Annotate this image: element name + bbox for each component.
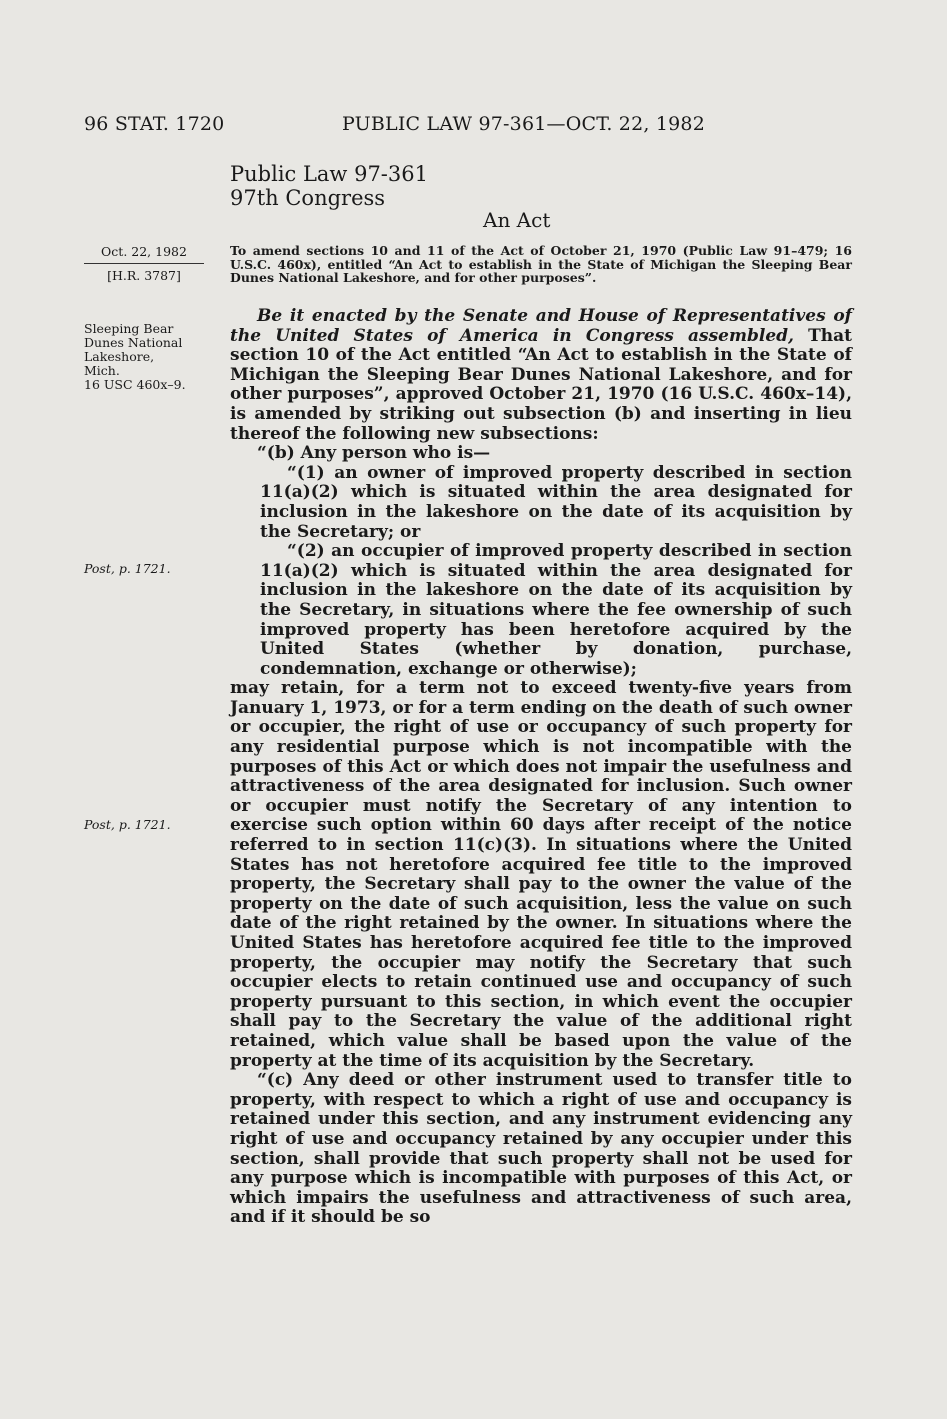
an-act-heading: An Act bbox=[483, 208, 551, 232]
margin-note-post-1: Post, p. 1721. bbox=[84, 561, 171, 576]
bill-number: [H.R. 3787] bbox=[107, 268, 181, 283]
statute-body bbox=[230, 307, 852, 1228]
enactment-date: Oct. 22, 1982 bbox=[84, 244, 204, 264]
stat-page-number: 96 STAT. 1720 bbox=[84, 113, 225, 135]
margin-note-line: Mich. bbox=[84, 363, 120, 378]
retention-paragraph: may retain, for a term not to exceed twenty-five years from January 1, 1973, or for a term ending on the death of such owner or occupier, the right of use or occupancy of such property for any residential purpose which is not incompatible with the purposes of this Act or which does not impair the usefulness and attractiveness of the area designated for inclusion. Such owner or occupier must notify the Secretary of any intention to exercise such option within 60 days after receipt of the notice referred to in section 11(c)(3). In situations where the United States has not heretofore acquired fee title to the improved property, the Secretary shall pay to the owner the value of the property on the date of such acquisition, less the value on such date of the right retained by the owner. In situations where the United States has heretofore acquired fee title to the improved property, the occupier may notify the Secretary that such occupier elects to retain continued use and occupancy of such property pursuant to this section, in which event the occupier shall pay to the Secretary the value of the additional right retained, which value shall be based upon the value of the property at the time of its acquisition by the Secretary. bbox=[230, 678, 852, 1071]
subsection-c: “(c) Any deed or other instrument used to transfer title to property, with respect to which a right of use and occupancy is retained under this section, and any instrument evidencing any right of use and occupancy retained by any occupier under this section, shall provide that such property shall not be used for any purpose which is incompatible with purposes of this Act, or which impairs the usefulness and attractiveness of such area, and if it should be so bbox=[230, 1070, 852, 1228]
paragraph-b1: “(1) an owner of improved property described in section 11(a)(2) which is situated within the area designated for inclusion in the lakeshore on the date of its acquisition by the Secretary; or bbox=[260, 462, 852, 542]
margin-note-post-2: Post, p. 1721. bbox=[84, 817, 171, 832]
margin-note-line: 16 USC 460x–9. bbox=[84, 377, 186, 392]
margin-note-line: Lakeshore, bbox=[84, 349, 155, 364]
margin-note-lakeshore bbox=[84, 322, 209, 392]
purpose-clause: To amend sections 10 and 11 of the Act of October 21, 1970 (Public Law 91–479; 16 U.S.C. 460x), entitled “An Act to establish in the State of Michigan the Sleeping Bear Dunes National Lakeshore, and for other purposes”. bbox=[230, 243, 852, 285]
enacting-formula: Be it enacted by the Senate and House of Representatives of the United States of America in Congress assembled, bbox=[230, 306, 852, 346]
subsection-b-intro: “(b) Any person who is— bbox=[257, 443, 491, 464]
margin-note-line: Sleeping Bear bbox=[84, 321, 174, 336]
margin-date-block bbox=[84, 244, 204, 283]
congress-label: 97th Congress bbox=[230, 186, 386, 210]
public-law-number: Public Law 97-361 bbox=[230, 162, 428, 186]
enacting-clause bbox=[230, 307, 852, 444]
running-header: PUBLIC LAW 97-361—OCT. 22, 1982 bbox=[342, 113, 706, 135]
enacting-text: That section 10 of the Act entitled “An Act to establish in the State of Michigan the Sleeping Bear Dunes National Lakeshore, and for other purposes”, approved October 21, 1970 (16 U.S.C. 460x–14), is amended by striking out subsection (b) and inserting in lieu thereof the following new subsections: bbox=[230, 325, 852, 444]
paragraph-b2: “(2) an occupier of improved property described in section 11(a)(2) which is situated within the area designated for inclusion in the lakeshore on the date of its acquisition by the Secretary, in situations where the fee ownership of such improved property has been heretofore acquired by the United States (whether by donation, purchase, condemnation, exchange or otherwise); bbox=[260, 541, 852, 679]
margin-note-line: Dunes National bbox=[84, 335, 183, 350]
